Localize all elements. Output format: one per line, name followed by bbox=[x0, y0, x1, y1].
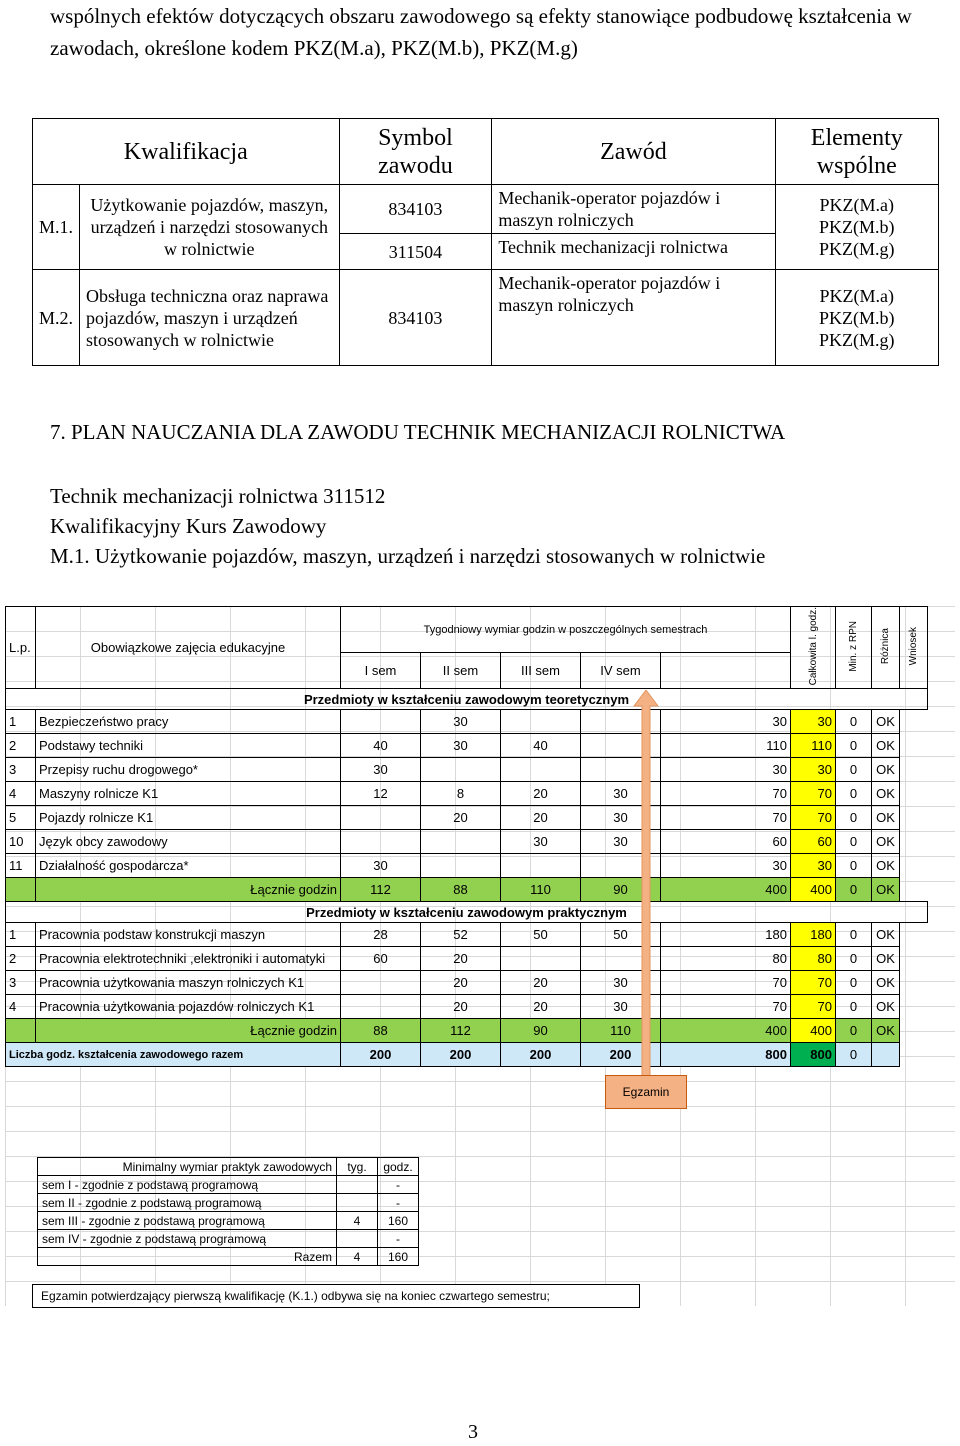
plan-row bbox=[6, 947, 928, 971]
row-diff: 0 bbox=[836, 830, 872, 854]
practice-min-row bbox=[38, 1230, 419, 1248]
qual-elementy bbox=[775, 185, 938, 270]
practice-min-tyg-value bbox=[337, 1194, 378, 1212]
row-sem-value: 40 bbox=[341, 734, 421, 758]
row-sem-value bbox=[421, 758, 501, 782]
row-min: 110 bbox=[791, 734, 836, 758]
row-min: 70 bbox=[791, 782, 836, 806]
grand-diff: 0 bbox=[836, 1043, 872, 1067]
plan-row bbox=[6, 854, 928, 878]
row-ok: OK bbox=[872, 854, 900, 878]
row-diff: 0 bbox=[836, 758, 872, 782]
row-subject: Działalność gospodarcza* bbox=[36, 854, 341, 878]
practice-min-table bbox=[37, 1157, 419, 1266]
col-lp: L.p. bbox=[6, 607, 36, 689]
qual-zawod: Technik mechanizacji rolnictwa bbox=[492, 234, 775, 270]
intro-text: wspólnych efektów dotyczących obszaru zawodowego są efekty stanowiące podbudowę kształcenia w zawodach, określone kodem PKZ(M.a), PKZ(M.b), PKZ(M.g) bbox=[50, 4, 912, 60]
practice-min-godz-value: - bbox=[378, 1230, 419, 1248]
row-ok: OK bbox=[872, 971, 900, 995]
row-total: 400 bbox=[661, 1019, 791, 1043]
row-total: 30 bbox=[661, 710, 791, 734]
grand-blank bbox=[872, 1043, 900, 1067]
row-diff: 0 bbox=[836, 782, 872, 806]
row-sem-value: 50 bbox=[581, 923, 661, 947]
practice-min-godz-value: - bbox=[378, 1176, 419, 1194]
qual-symbol: 311504 bbox=[339, 234, 492, 270]
row-total: 400 bbox=[661, 878, 791, 902]
grand-sem-value: 200 bbox=[501, 1043, 581, 1067]
sum-label: Łącznie godzin bbox=[36, 1019, 341, 1043]
theory-title: Przedmioty w kształceniu zawodowym teoretycznym bbox=[6, 689, 928, 710]
row-subject: Język obcy zawodowy bbox=[36, 830, 341, 854]
practice-min-row bbox=[38, 1212, 419, 1230]
plan-row bbox=[6, 923, 928, 947]
grand-sem-value: 200 bbox=[581, 1043, 661, 1067]
grand-label: Liczba godz. kształcenia zawodowego razem bbox=[6, 1043, 341, 1067]
practice-rows bbox=[6, 923, 928, 1019]
header-kwalifikacja: Kwalifikacja bbox=[33, 119, 340, 185]
row-sem-value: 28 bbox=[341, 923, 421, 947]
row-sem-value: 88 bbox=[341, 1019, 421, 1043]
col-conc-label: Wniosek bbox=[908, 627, 919, 666]
element-item: PKZ(M.a) bbox=[819, 195, 895, 215]
row-diff: 0 bbox=[836, 995, 872, 1019]
col-conc bbox=[900, 607, 928, 689]
page-number: 3 bbox=[468, 1421, 478, 1443]
qualification-table bbox=[32, 118, 939, 366]
col-min bbox=[836, 607, 872, 689]
row-sem-value: 88 bbox=[421, 878, 501, 902]
row-min: 70 bbox=[791, 995, 836, 1019]
row-sem-value: 20 bbox=[501, 806, 581, 830]
col-total-label: Całkowita l. godz. bbox=[807, 607, 819, 686]
row-sem-value bbox=[501, 947, 581, 971]
qual-symbol: 834103 bbox=[339, 270, 492, 366]
theory-sum-row bbox=[6, 878, 928, 902]
row-total: 30 bbox=[661, 758, 791, 782]
plan-row bbox=[6, 782, 928, 806]
practice-title: Przedmioty w kształceniu zawodowym praktycznym bbox=[6, 902, 928, 923]
sem-blank bbox=[661, 653, 791, 689]
element-item: PKZ(M.a) bbox=[819, 285, 895, 306]
exam-note: Egzamin potwierdzający pierwszą kwalifikację (K.1.) odbywa się na koniec czwartego semestru; bbox=[32, 1284, 640, 1308]
row-min: 30 bbox=[791, 854, 836, 878]
element-item: PKZ(M.g) bbox=[819, 239, 895, 259]
plan-row bbox=[6, 806, 928, 830]
sem-header: II sem bbox=[421, 653, 501, 689]
row-lp: 1 bbox=[6, 710, 36, 734]
row-ok: OK bbox=[872, 923, 900, 947]
row-sem-value: 30 bbox=[581, 971, 661, 995]
row-ok: OK bbox=[872, 758, 900, 782]
practice-min-header: Minimalny wymiar praktyk zawodowych bbox=[38, 1158, 337, 1176]
row-min: 60 bbox=[791, 830, 836, 854]
sem-header: I sem bbox=[341, 653, 421, 689]
header-symbol: Symbol zawodu bbox=[339, 119, 492, 185]
qual-id: M.1. bbox=[33, 185, 80, 270]
practice-min-sum-label: Razem bbox=[38, 1248, 337, 1266]
qual-name: Obsługa techniczna oraz naprawa pojazdów, maszyn i urządzeń stosowanych w rolnictwie bbox=[80, 270, 340, 366]
row-ok: OK bbox=[872, 995, 900, 1019]
sum-blank bbox=[6, 878, 36, 902]
grand-sem-value: 200 bbox=[421, 1043, 501, 1067]
row-total: 80 bbox=[661, 947, 791, 971]
row-min: 80 bbox=[791, 947, 836, 971]
row-sem-value: 110 bbox=[581, 1019, 661, 1043]
practice-min-godz-value: 160 bbox=[378, 1212, 419, 1230]
header-elementy: Elementy wspólne bbox=[775, 119, 938, 185]
row-total: 70 bbox=[661, 806, 791, 830]
subtitle: Kwalifikacyjny Kurs Zawodowy bbox=[50, 514, 327, 538]
row-ok: OK bbox=[872, 710, 900, 734]
row-sem-value: 90 bbox=[501, 1019, 581, 1043]
row-total: 70 bbox=[661, 995, 791, 1019]
row-sem-value: 30 bbox=[421, 710, 501, 734]
qual-zawod: Mechanik-operator pojazdów i maszyn rolniczych bbox=[492, 185, 775, 234]
row-sem-value: 30 bbox=[581, 995, 661, 1019]
practice-sum-row bbox=[6, 1019, 928, 1043]
practice-min-tyg-value: 4 bbox=[337, 1212, 378, 1230]
row-lp: 4 bbox=[6, 995, 36, 1019]
grand-total-row bbox=[6, 1043, 928, 1067]
qual-symbol: 834103 bbox=[339, 185, 492, 234]
row-lp: 10 bbox=[6, 830, 36, 854]
row-sem-value: 30 bbox=[421, 734, 501, 758]
element-item: PKZ(M.g) bbox=[819, 329, 895, 350]
row-sem-value: 30 bbox=[581, 830, 661, 854]
col-diff bbox=[872, 607, 900, 689]
col-weekly: Tygodniowy wymiar godzin w poszczególnych semestrach bbox=[341, 607, 791, 653]
sum-blank bbox=[6, 1019, 36, 1043]
row-lp: 2 bbox=[6, 947, 36, 971]
row-sem-value bbox=[341, 806, 421, 830]
row-total: 70 bbox=[661, 782, 791, 806]
row-subject: Bezpieczeństwo pracy bbox=[36, 710, 341, 734]
subtitle: M.1. Użytkowanie pojazdów, maszyn, urządzeń i narzędzi stosowanych w rolnictwie bbox=[50, 544, 766, 568]
row-sem-value bbox=[341, 830, 421, 854]
theory-rows bbox=[6, 710, 928, 878]
row-diff: 0 bbox=[836, 734, 872, 758]
sem-header: IV sem bbox=[581, 653, 661, 689]
row-lp: 2 bbox=[6, 734, 36, 758]
row-ok: OK bbox=[872, 1019, 900, 1043]
row-lp: 3 bbox=[6, 971, 36, 995]
row-sem-value bbox=[501, 758, 581, 782]
row-sem-value: 90 bbox=[581, 878, 661, 902]
exam-label: Egzamin bbox=[605, 1075, 687, 1109]
row-diff: 0 bbox=[836, 710, 872, 734]
row-lp: 4 bbox=[6, 782, 36, 806]
practice-min-godz: godz. bbox=[378, 1158, 419, 1176]
row-subject: Pracownia użytkowania maszyn rolniczych K1 bbox=[36, 971, 341, 995]
plan-row bbox=[6, 830, 928, 854]
row-sem-value: 20 bbox=[501, 971, 581, 995]
section-title: 7. PLAN NAUCZANIA DLA ZAWODU TECHNIK MECHANIZACJI ROLNICTWA bbox=[50, 420, 786, 444]
grand-sem-value: 200 bbox=[341, 1043, 421, 1067]
practice-min-tyg-value bbox=[337, 1176, 378, 1194]
practice-min-sum-godz: 160 bbox=[378, 1248, 419, 1266]
practice-min-sum-tyg: 4 bbox=[337, 1248, 378, 1266]
exam-arrow-icon bbox=[633, 690, 659, 1080]
row-diff: 0 bbox=[836, 878, 872, 902]
row-total: 110 bbox=[661, 734, 791, 758]
row-sem-value bbox=[421, 830, 501, 854]
row-sem-value: 30 bbox=[341, 854, 421, 878]
element-item: PKZ(M.b) bbox=[819, 307, 895, 328]
row-sem-value bbox=[341, 710, 421, 734]
header-zawod: Zawód bbox=[492, 119, 775, 185]
row-lp: 11 bbox=[6, 854, 36, 878]
row-lp: 1 bbox=[6, 923, 36, 947]
row-diff: 0 bbox=[836, 923, 872, 947]
row-sem-value: 20 bbox=[421, 947, 501, 971]
row-sem-value: 60 bbox=[341, 947, 421, 971]
row-sem-value: 30 bbox=[581, 782, 661, 806]
row-subject: Pracownia podstaw konstrukcji maszyn bbox=[36, 923, 341, 947]
qual-elementy bbox=[775, 270, 938, 366]
row-ok: OK bbox=[872, 734, 900, 758]
row-sem-value bbox=[421, 854, 501, 878]
row-diff: 0 bbox=[836, 854, 872, 878]
practice-min-row bbox=[38, 1194, 419, 1212]
row-subject: Podstawy techniki bbox=[36, 734, 341, 758]
row-sem-value: 30 bbox=[581, 806, 661, 830]
practice-min-row bbox=[38, 1176, 419, 1194]
element-item: PKZ(M.b) bbox=[819, 217, 895, 237]
practice-min-tyg: tyg. bbox=[337, 1158, 378, 1176]
sem-header: III sem bbox=[501, 653, 581, 689]
grand-min: 800 bbox=[791, 1043, 836, 1067]
row-ok: OK bbox=[872, 806, 900, 830]
row-sem-value: 40 bbox=[501, 734, 581, 758]
row-ok: OK bbox=[872, 947, 900, 971]
row-diff: 0 bbox=[836, 947, 872, 971]
col-total bbox=[791, 607, 836, 689]
practice-min-godz-value: - bbox=[378, 1194, 419, 1212]
row-sem-value: 30 bbox=[341, 758, 421, 782]
plan-row bbox=[6, 710, 928, 734]
grand-total: 800 bbox=[661, 1043, 791, 1067]
practice-min-name: sem II - zgodnie z podstawą programową bbox=[38, 1194, 337, 1212]
row-subject: Pracownia użytkowania pojazdów rolniczych K1 bbox=[36, 995, 341, 1019]
row-subject: Maszyny rolnicze K1 bbox=[36, 782, 341, 806]
row-subject: Przepisy ruchu drogowego* bbox=[36, 758, 341, 782]
practice-min-name: sem III - zgodnie z podstawą programową bbox=[38, 1212, 337, 1230]
row-sem-value: 8 bbox=[421, 782, 501, 806]
row-min: 180 bbox=[791, 923, 836, 947]
row-total: 180 bbox=[661, 923, 791, 947]
qual-zawod: Mechanik-operator pojazdów i maszyn rolniczych bbox=[492, 270, 775, 366]
row-diff: 0 bbox=[836, 806, 872, 830]
row-total: 30 bbox=[661, 854, 791, 878]
row-min: 70 bbox=[791, 971, 836, 995]
plan-row bbox=[6, 734, 928, 758]
row-sem-value: 20 bbox=[421, 806, 501, 830]
row-min: 30 bbox=[791, 710, 836, 734]
plan-row bbox=[6, 971, 928, 995]
plan-table bbox=[5, 606, 928, 1067]
row-sem-value: 112 bbox=[421, 1019, 501, 1043]
row-min: 400 bbox=[791, 1019, 836, 1043]
row-sem-value: 20 bbox=[501, 782, 581, 806]
subtitle: Technik mechanizacji rolnictwa 311512 bbox=[50, 484, 386, 508]
row-lp: 3 bbox=[6, 758, 36, 782]
row-sem-value: 20 bbox=[421, 995, 501, 1019]
row-lp: 5 bbox=[6, 806, 36, 830]
row-total: 60 bbox=[661, 830, 791, 854]
row-sem-value bbox=[501, 854, 581, 878]
row-subject: Pracownia elektrotechniki ,elektroniki i automatyki bbox=[36, 947, 341, 971]
col-diff-label: Różnica bbox=[880, 628, 891, 665]
row-total: 70 bbox=[661, 971, 791, 995]
row-min: 70 bbox=[791, 806, 836, 830]
qual-id: M.2. bbox=[33, 270, 80, 366]
row-ok: OK bbox=[872, 830, 900, 854]
row-sem-value: 20 bbox=[501, 995, 581, 1019]
row-ok: OK bbox=[872, 782, 900, 806]
practice-min-rows bbox=[38, 1176, 419, 1248]
col-min-label: Min. z RPN bbox=[848, 620, 859, 672]
row-sem-value: 52 bbox=[421, 923, 501, 947]
row-sem-value: 30 bbox=[501, 830, 581, 854]
row-sem-value: 112 bbox=[341, 878, 421, 902]
practice-min-name: sem IV - zgodnie z podstawą programową bbox=[38, 1230, 337, 1248]
row-sem-value bbox=[341, 995, 421, 1019]
plan-row bbox=[6, 758, 928, 782]
row-sem-value: 110 bbox=[501, 878, 581, 902]
sum-label: Łącznie godzin bbox=[36, 878, 341, 902]
row-min: 400 bbox=[791, 878, 836, 902]
row-sem-value: 50 bbox=[501, 923, 581, 947]
plan-row bbox=[6, 995, 928, 1019]
row-ok: OK bbox=[872, 878, 900, 902]
row-sem-value bbox=[501, 710, 581, 734]
qual-name: Użytkowanie pojazdów, maszyn, urządzeń i narzędzi stosowanych w rolnictwie bbox=[80, 185, 340, 270]
row-min: 30 bbox=[791, 758, 836, 782]
row-sem-value: 12 bbox=[341, 782, 421, 806]
col-subject: Obowiązkowe zajęcia edukacyjne bbox=[36, 607, 341, 689]
row-sem-value: 20 bbox=[421, 971, 501, 995]
row-diff: 0 bbox=[836, 971, 872, 995]
row-subject: Pojazdy rolnicze K1 bbox=[36, 806, 341, 830]
row-diff: 0 bbox=[836, 1019, 872, 1043]
practice-min-tyg-value bbox=[337, 1230, 378, 1248]
row-sem-value bbox=[341, 971, 421, 995]
practice-min-name: sem I - zgodnie z podstawą programową bbox=[38, 1176, 337, 1194]
